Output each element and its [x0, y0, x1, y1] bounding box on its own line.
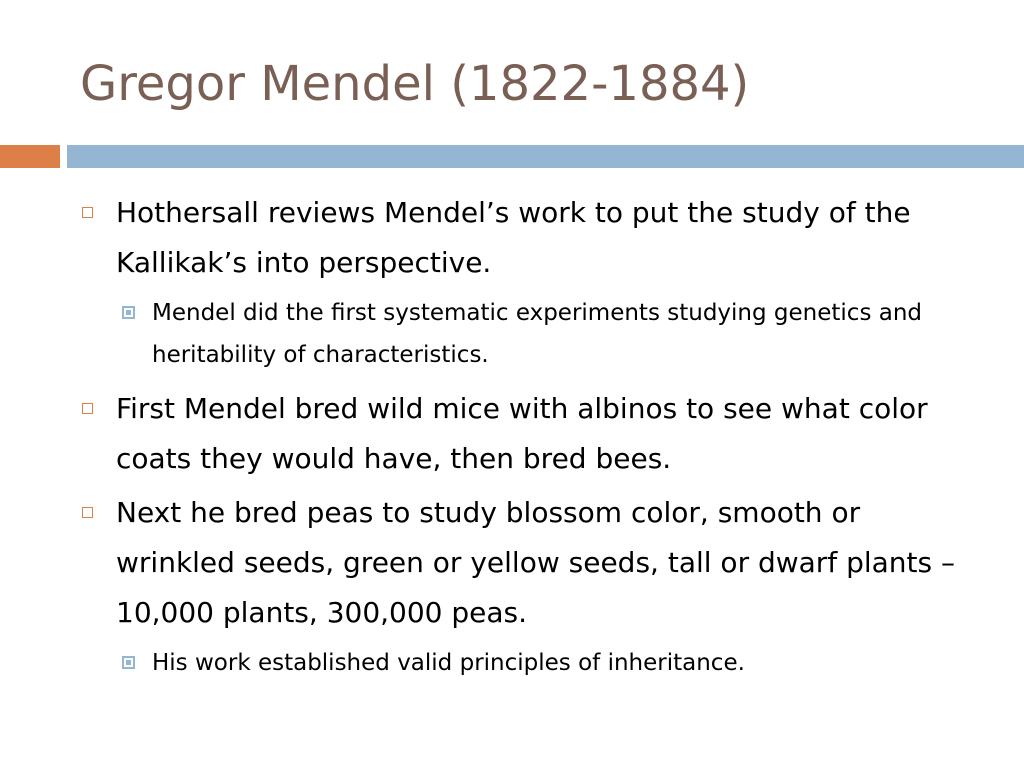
sub-bullet-item	[78, 292, 958, 376]
title-divider-orange	[0, 145, 60, 168]
bullet-item	[78, 488, 958, 638]
bullet-text: First Mendel bred wild mice with albinos to see what color coats they would have, then bred bees.	[116, 392, 928, 475]
hollow-square-bullet-icon	[82, 507, 93, 518]
filled-square-bullet-icon	[122, 306, 135, 319]
sub-bullet-text: His work established valid principles of inheritance.	[152, 650, 745, 676]
bullet-item	[78, 384, 958, 484]
bullet-text: Hothersall reviews Mendel’s work to put the study of the Kallikak’s into perspective.	[116, 196, 911, 279]
hollow-square-bullet-icon	[82, 207, 93, 218]
sub-bullet-item	[78, 642, 958, 684]
sub-bullet-text: Mendel did the first systematic experiments studying genetics and heritability of characteristics.	[152, 300, 923, 368]
bullet-text: Next he bred peas to study blossom color, smooth or wrinkled seeds, green or yellow seeds, tall or dwarf plants – 10,000 plants, 300,000 peas.	[116, 496, 956, 629]
bullet-item	[78, 188, 958, 288]
title-divider-blue	[67, 145, 1024, 168]
hollow-square-bullet-icon	[82, 403, 93, 414]
slide-title: Gregor Mendel (1822-1884)	[80, 56, 750, 112]
filled-square-bullet-icon	[122, 656, 135, 669]
bullet-list	[78, 188, 958, 692]
